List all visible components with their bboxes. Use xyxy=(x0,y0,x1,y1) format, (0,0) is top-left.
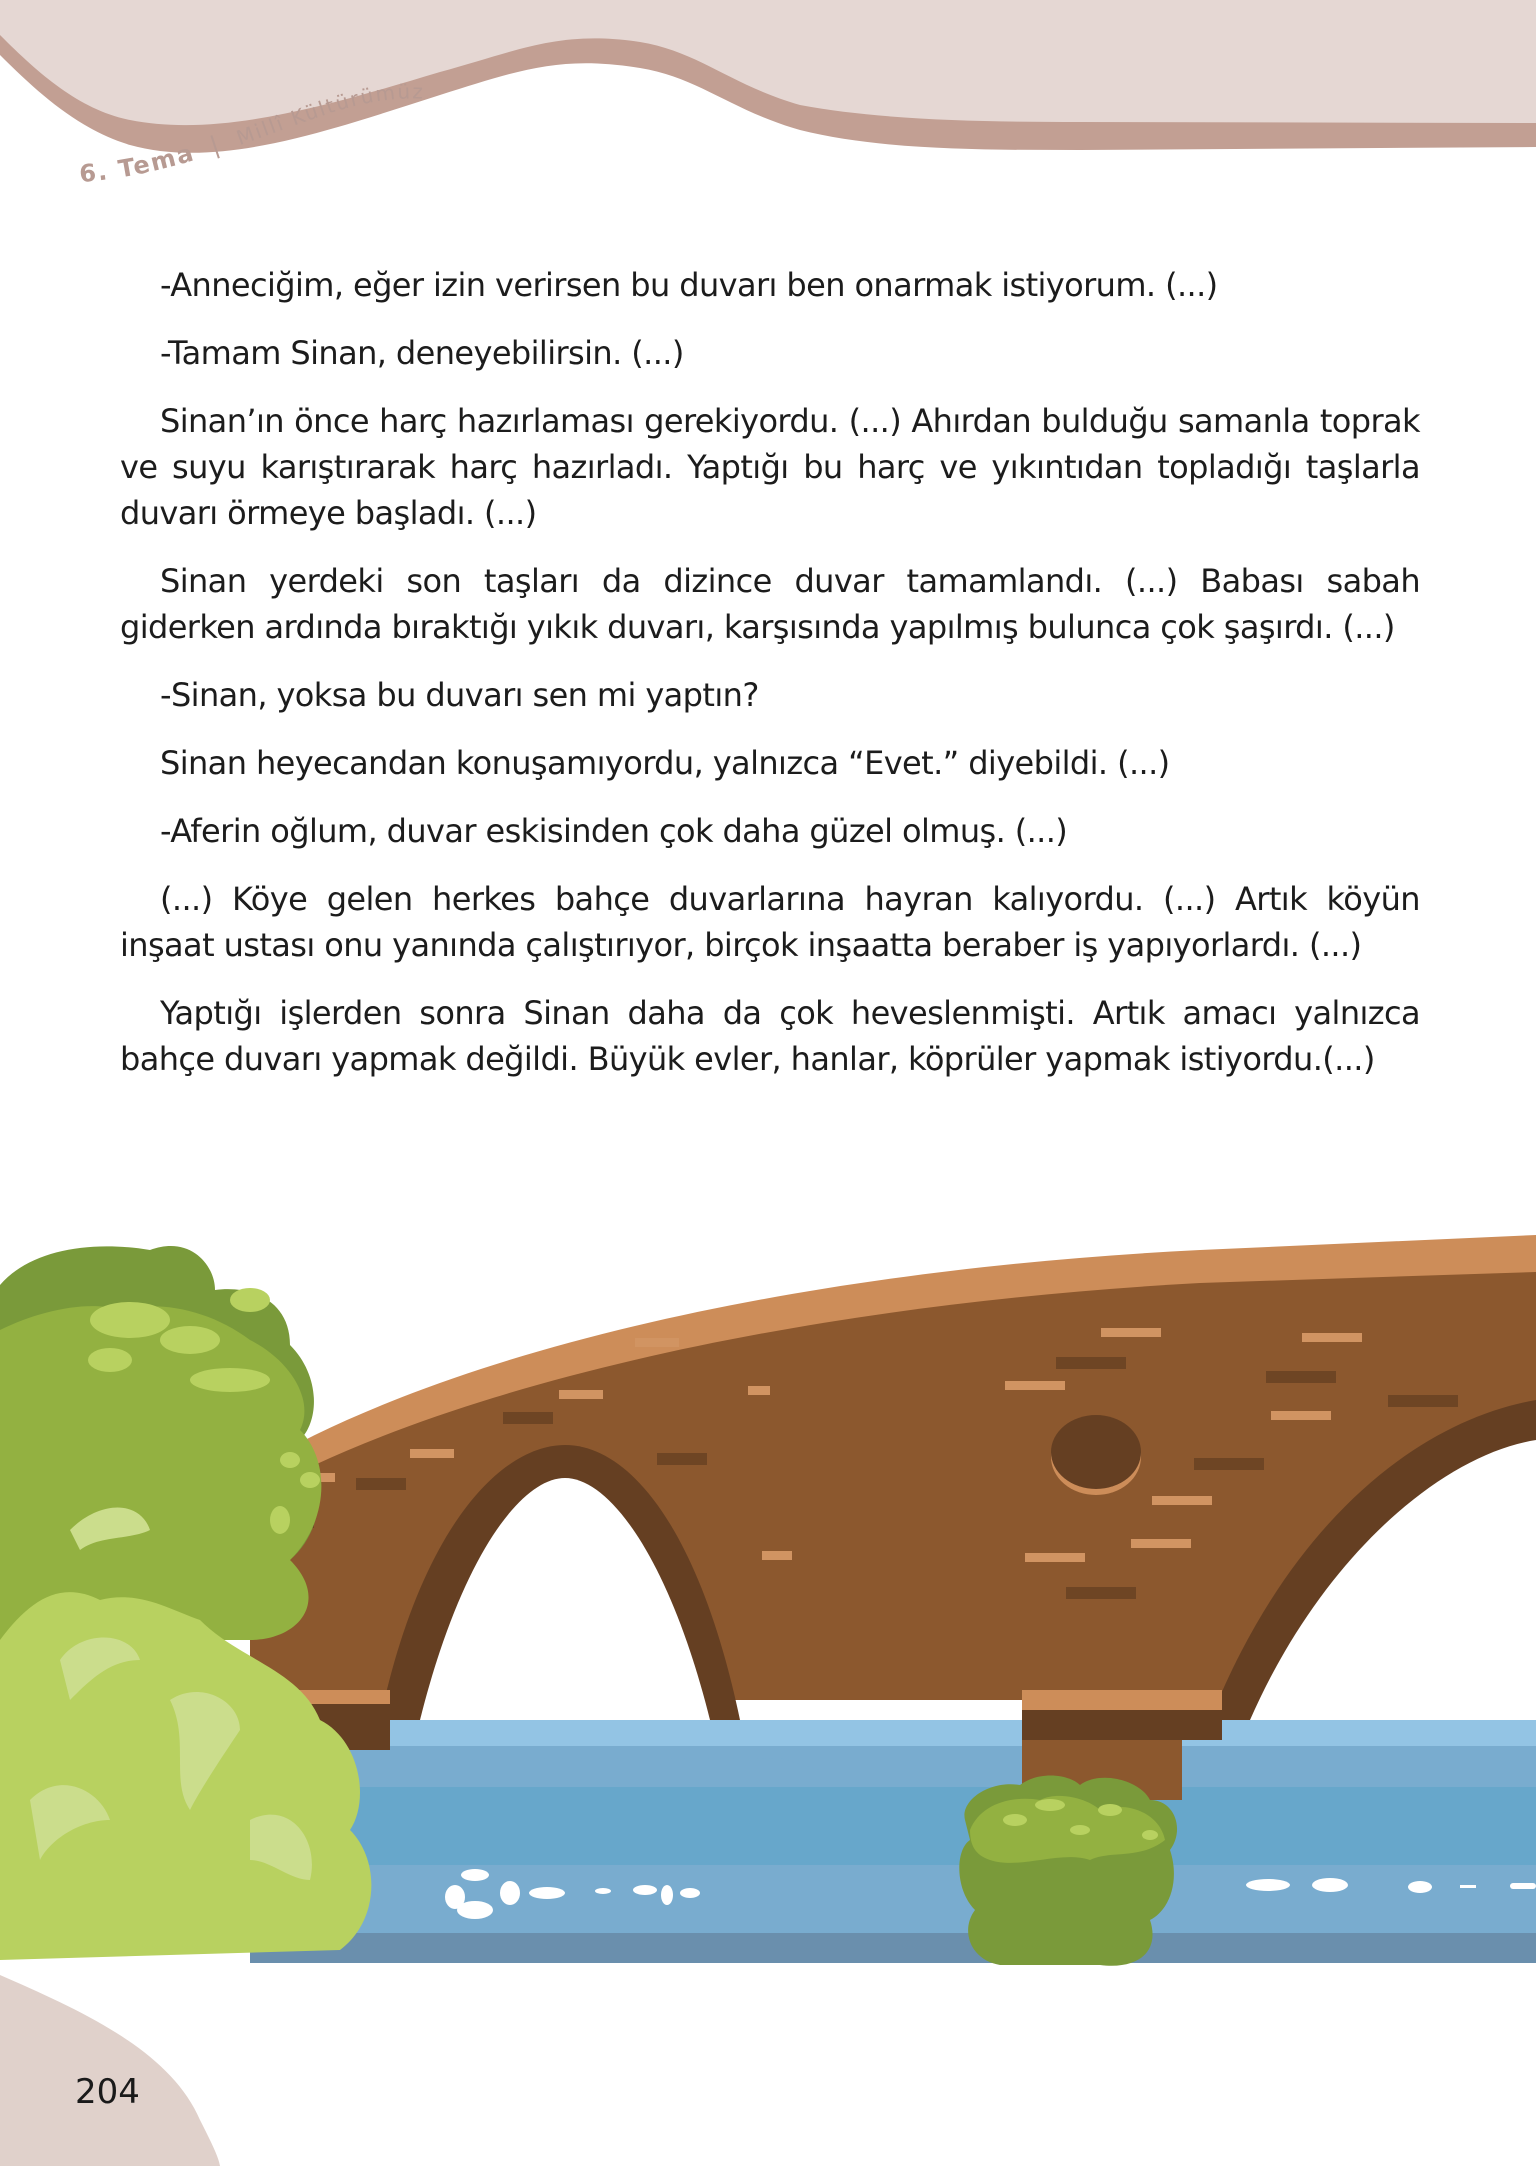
paragraph: -Tamam Sinan, deneyebilirsin. (...) xyxy=(160,334,684,372)
right-bush xyxy=(959,1776,1177,1966)
paragraph: Sinan heyecandan konuşamıyordu, yalnızca “Evet.” diyebildi. (...) xyxy=(160,744,1170,782)
paragraph: Sinan’ın önce harç hazırlaması gerekiyordu. (...) Ahırdan bulduğu samanla toprak ve suyu karıştırarak harç hazırladı. Yaptığı bu harç ve yıkıntıdan topladığı taşlarla duvarı örmeye başladı. (...) xyxy=(120,402,1420,532)
paragraph: Yaptığı işlerden sonra Sinan daha da çok heveslenmişti. Artık amacı yalnızca bahçe duvarı yapmak değildi. Büyük evler, hanlar, köprüler yapmak istiyordu.(...) xyxy=(120,994,1420,1078)
river xyxy=(250,1720,1536,1963)
bridge xyxy=(250,1235,1536,1800)
paragraph: -Anneciğim, eğer izin verirsen bu duvarı ben onarmak istiyorum. (...) xyxy=(160,266,1218,304)
theme-title: Millî Kültürümüz xyxy=(233,79,426,150)
paragraph: Sinan yerdeki son taşları da dizince duvar tamamlandı. (...) Babası sabah giderken ardında bıraktığı yıkık duvarı, karşısında yapılmış bulunca çok şaşırdı. (...) xyxy=(120,562,1420,646)
paragraph: -Aferin oğlum, duvar eskisinden çok daha güzel olmuş. (...) xyxy=(160,812,1068,850)
footer-corner-shape xyxy=(0,1970,240,2166)
page-number: 204 xyxy=(75,2072,140,2112)
paragraph: (...) Köye gelen herkes bahçe duvarlarına hayran kalıyordu. (...) Artık köyün inşaat ustası onu yanında çalıştırıyor, birçok inşaatta beraber iş yapıyorlardı. (...) xyxy=(120,880,1420,964)
theme-label xyxy=(0,0,600,220)
theme-separator: | xyxy=(206,130,225,160)
svg-text:6. Tema | Millî Kü xyxy=(78,79,425,188)
paragraph: -Sinan, yoksa bu duvarı sen mi yaptın? xyxy=(160,676,759,714)
theme-number: 6. Tema xyxy=(78,138,199,189)
story-text xyxy=(120,262,1420,1104)
bridge-illustration xyxy=(0,1220,1536,1980)
